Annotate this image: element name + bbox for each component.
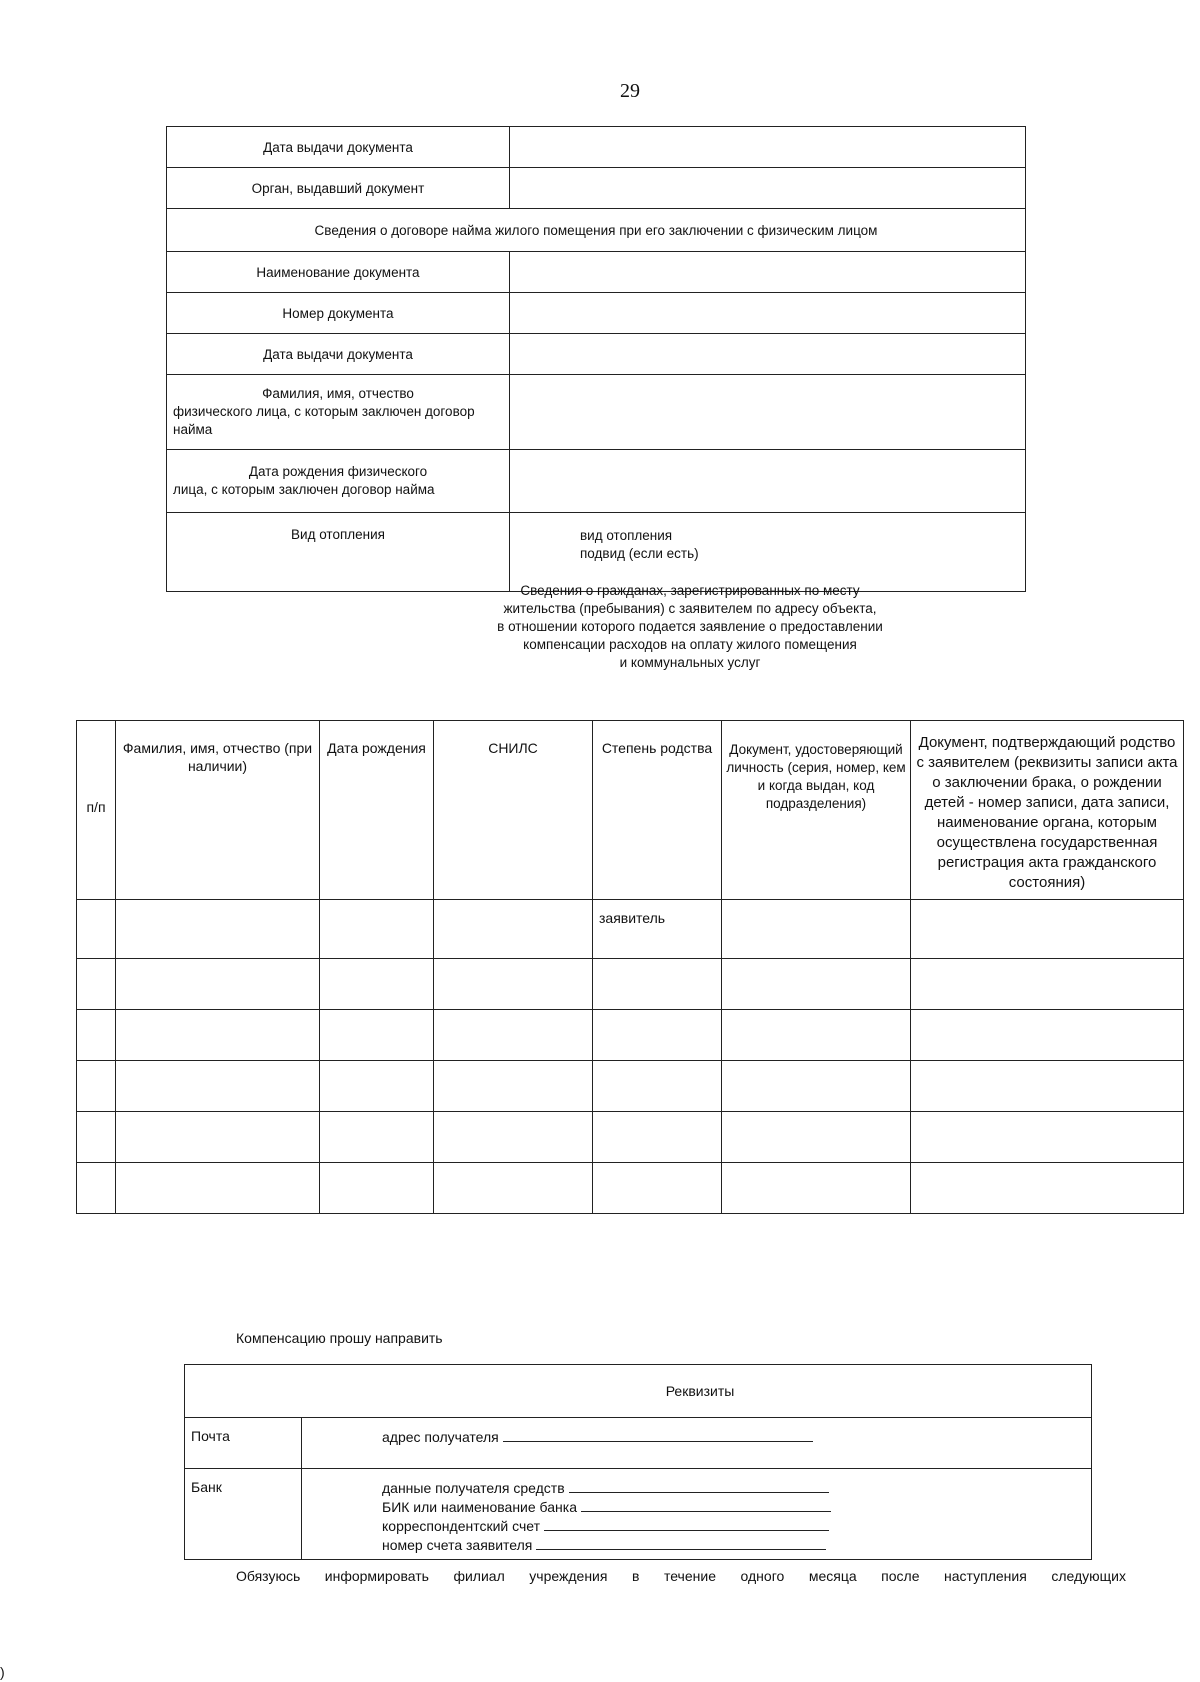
table-cell[interactable] xyxy=(77,900,116,959)
table-cell[interactable] xyxy=(320,900,434,959)
table-cell[interactable] xyxy=(320,1010,434,1061)
table-cell[interactable] xyxy=(593,1061,722,1112)
table-row xyxy=(77,900,1184,959)
col-header-name: Фамилия, имя, отчество (при наличии) xyxy=(116,721,320,900)
person-name-label-line2: физического лица, с которым заключен договор найма xyxy=(173,404,475,437)
table-cell[interactable] xyxy=(722,959,911,1010)
table-cell[interactable] xyxy=(320,1163,434,1214)
lease-section-title: Сведения о договоре найма жилого помещения при его заключении с физическим лицом xyxy=(167,209,1026,252)
table-row xyxy=(77,1112,1184,1163)
table-cell[interactable] xyxy=(434,1163,593,1214)
issuer-field[interactable] xyxy=(510,168,1026,209)
post-fields xyxy=(302,1418,1092,1469)
citizens-table xyxy=(76,720,1184,1214)
doc-number-label: Номер документа xyxy=(167,293,510,334)
col-header-birthdate: Дата рождения xyxy=(320,721,434,900)
table-cell[interactable] xyxy=(911,959,1184,1010)
table-cell[interactable] xyxy=(77,1061,116,1112)
citizens-heading-line: и коммунальных услуг xyxy=(619,655,761,670)
table-row xyxy=(185,1418,1092,1469)
bank-recipient-label: данные получателя средств xyxy=(382,1480,565,1496)
heating-subtype-text: подвид (если есть) xyxy=(580,546,699,561)
table-cell[interactable] xyxy=(911,1061,1184,1112)
table-row xyxy=(167,209,1026,252)
person-birth-label-line2: лица, с которым заключен договор найма xyxy=(173,482,435,497)
person-birth-label xyxy=(167,450,510,513)
bank-account-label: номер счета заявителя xyxy=(382,1537,533,1553)
issuer-label: Орган, выдавший документ xyxy=(167,168,510,209)
citizens-heading-line: в отношении которого подается заявление о предоставлении xyxy=(497,619,883,634)
bank-recipient-line[interactable] xyxy=(569,1480,829,1493)
table-row xyxy=(167,334,1026,375)
bank-corr-account-label: корреспондентский счет xyxy=(382,1518,540,1534)
table-cell[interactable] xyxy=(434,1061,593,1112)
col-header-number: п/п xyxy=(77,721,116,900)
table-cell[interactable] xyxy=(320,959,434,1010)
table-cell[interactable] xyxy=(911,1010,1184,1061)
table-cell[interactable] xyxy=(116,959,320,1010)
doc-name-field[interactable] xyxy=(510,252,1026,293)
heating-type-text: вид отопления xyxy=(580,528,673,543)
compensation-label: Компенсацию прошу направить xyxy=(236,1330,443,1346)
table-row xyxy=(77,959,1184,1010)
table-cell[interactable] xyxy=(911,900,1184,959)
table-cell[interactable] xyxy=(320,1112,434,1163)
table-cell[interactable] xyxy=(593,1010,722,1061)
bank-bik-line[interactable] xyxy=(581,1499,831,1512)
requisites-header: Реквизиты xyxy=(185,1365,1092,1418)
table-cell[interactable] xyxy=(722,1010,911,1061)
table-header-row xyxy=(77,721,1184,900)
citizens-heading-line: компенсации расходов на оплату жилого помещения xyxy=(523,637,857,652)
person-birth-field[interactable] xyxy=(510,450,1026,513)
table-cell[interactable] xyxy=(434,1010,593,1061)
citizens-heading-line: жительства (пребывания) с заявителем по адресу объекта, xyxy=(503,601,877,616)
issue-date-label: Дата выдачи документа xyxy=(167,127,510,168)
table-cell[interactable] xyxy=(911,1112,1184,1163)
table-cell[interactable] xyxy=(722,1112,911,1163)
doc-number-field[interactable] xyxy=(510,293,1026,334)
issue-date-field[interactable] xyxy=(510,127,1026,168)
person-name-label xyxy=(167,375,510,450)
bank-corr-account-line[interactable] xyxy=(544,1518,829,1531)
table-row xyxy=(167,252,1026,293)
doc-name-label: Наименование документа xyxy=(167,252,510,293)
table-cell[interactable] xyxy=(77,1112,116,1163)
table-cell[interactable] xyxy=(116,1112,320,1163)
table-cell[interactable] xyxy=(434,959,593,1010)
heating-label: Вид отопления xyxy=(167,513,510,592)
person-name-field[interactable] xyxy=(510,375,1026,450)
post-address-label: адрес получателя xyxy=(382,1429,499,1445)
table-row xyxy=(167,513,1026,592)
col-header-snils: СНИЛС xyxy=(434,721,593,900)
table-cell[interactable] xyxy=(434,900,593,959)
col-header-id-document: Документ, удостоверяющий личность (серия, номер, кем и когда выдан, код подразделения) xyxy=(722,721,911,900)
table-row xyxy=(77,1061,1184,1112)
table-cell[interactable] xyxy=(77,1010,116,1061)
relation-cell: заявитель xyxy=(593,900,722,959)
table-row xyxy=(167,127,1026,168)
table-cell[interactable] xyxy=(911,1163,1184,1214)
table-cell[interactable] xyxy=(320,1061,434,1112)
table-cell[interactable] xyxy=(434,1112,593,1163)
table-row xyxy=(185,1469,1092,1560)
post-address-line[interactable] xyxy=(503,1429,813,1442)
table-row xyxy=(77,1010,1184,1061)
table-cell[interactable] xyxy=(77,1163,116,1214)
table-row xyxy=(77,1163,1184,1214)
doc-date-label: Дата выдачи документа xyxy=(167,334,510,375)
col-header-kinship-document: Документ, подтверждающий родство с заявителем (реквизиты записи акта о заключении брака, о рождении детей - номер записи, дата записи, наименование органа, которым осуществлена государственная регистрация акта гражданского состояния) xyxy=(911,721,1184,900)
document-details-table xyxy=(166,126,1026,592)
table-row xyxy=(167,375,1026,450)
table-cell[interactable] xyxy=(77,959,116,1010)
bank-bik-label: БИК или наименование банка xyxy=(382,1499,577,1515)
obligation-text: Обязуюсь информировать филиал учреждения в течение одного месяца после наступления следующих xyxy=(236,1568,1126,1584)
post-label: Почта xyxy=(185,1418,302,1469)
heating-field[interactable] xyxy=(510,513,1026,592)
margin-mark: ) xyxy=(0,1664,5,1680)
table-cell[interactable] xyxy=(116,1010,320,1061)
table-row xyxy=(167,293,1026,334)
bank-fields xyxy=(302,1469,1092,1560)
table-cell[interactable] xyxy=(722,900,911,959)
table-cell[interactable] xyxy=(116,1061,320,1112)
page-number: 29 xyxy=(620,80,640,102)
table-cell[interactable] xyxy=(116,900,320,959)
table-cell[interactable] xyxy=(593,1112,722,1163)
table-cell[interactable] xyxy=(116,1163,320,1214)
doc-date-field[interactable] xyxy=(510,334,1026,375)
table-row xyxy=(167,450,1026,513)
table-cell[interactable] xyxy=(722,1163,911,1214)
person-name-label-line1: Фамилия, имя, отчество xyxy=(262,386,414,401)
requisites-table xyxy=(184,1364,1092,1560)
citizens-heading xyxy=(430,582,950,672)
bank-label: Банк xyxy=(185,1469,302,1560)
col-header-relation: Степень родства xyxy=(593,721,722,900)
table-header-row xyxy=(185,1365,1092,1418)
table-cell[interactable] xyxy=(593,959,722,1010)
person-birth-label-line1: Дата рождения физического xyxy=(248,464,428,479)
table-cell[interactable] xyxy=(722,1061,911,1112)
bank-account-line[interactable] xyxy=(536,1537,826,1550)
table-cell[interactable] xyxy=(593,1163,722,1214)
citizens-heading-line: Сведения о гражданах, зарегистрированных по месту xyxy=(520,583,860,598)
table-row xyxy=(167,168,1026,209)
